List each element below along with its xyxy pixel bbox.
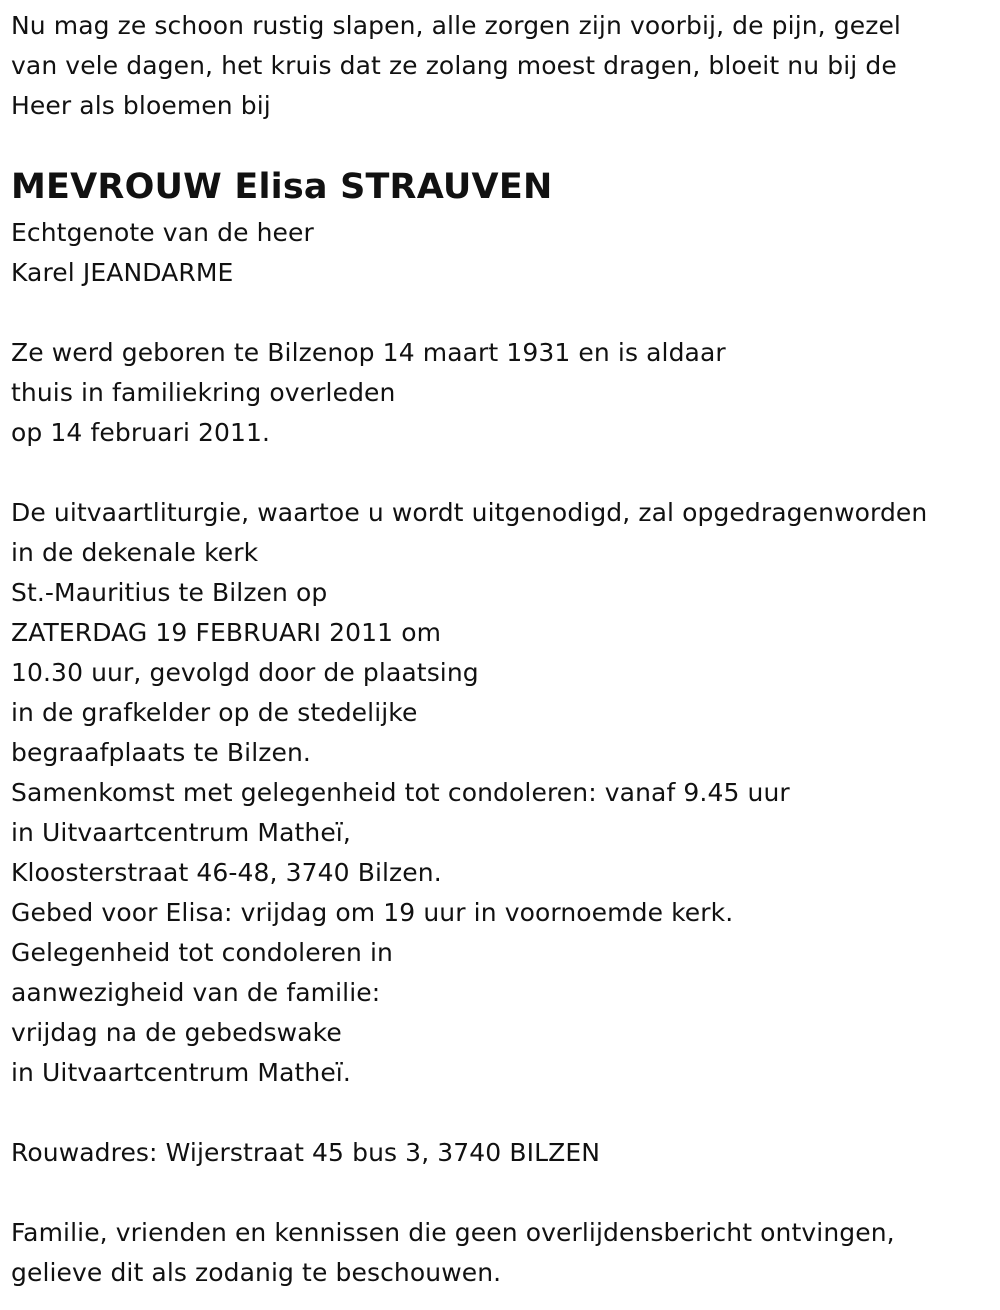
funeral-line: ZATERDAG 19 FEBRUARI 2011 om <box>11 618 442 647</box>
poem-line: Heer als bloemen bij <box>11 91 271 120</box>
funeral-line: Gebed voor Elisa: vrijdag om 19 uur in voornoemde kerk. <box>11 898 734 927</box>
mourning-address: Rouwadres: Wijerstraat 45 bus 3, 3740 BILZEN <box>11 1138 601 1167</box>
poem-verse <box>11 6 971 126</box>
funeral-line: begraafplaats te Bilzen. <box>11 738 311 767</box>
spouse-line: Echtgenote van de heer <box>11 218 314 247</box>
funeral-line: St.-Mauritius te Bilzen op <box>11 578 328 607</box>
spouse-section <box>11 213 991 293</box>
notice-line: Familie, vrienden en kennissen die geen overlijdensbericht ontvingen, <box>11 1218 895 1247</box>
funeral-line: in Uitvaartcentrum Matheï, <box>11 818 351 847</box>
birth-death-line: thuis in familiekring overleden <box>11 378 396 407</box>
funeral-line: in de dekenale kerk <box>11 538 259 567</box>
notice-line: gelieve dit als zodanig te beschouwen. <box>11 1258 502 1287</box>
spouse-line: Karel JEANDARME <box>11 258 234 287</box>
funeral-line: Kloosterstraat 46-48, 3740 Bilzen. <box>11 858 442 887</box>
funeral-line: in Uitvaartcentrum Matheï. <box>11 1058 351 1087</box>
birth-death-section <box>11 333 991 453</box>
funeral-section <box>11 493 991 1093</box>
deceased-name: MEVROUW Elisa STRAUVEN <box>11 167 553 207</box>
birth-death-line: Ze werd geboren te Bilzenop 14 maart 1931 en is aldaar <box>11 338 726 367</box>
funeral-line: De uitvaartliturgie, waartoe u wordt uitgenodigd, zal opgedragenworden <box>11 498 928 527</box>
funeral-line: Gelegenheid tot condoleren in <box>11 938 393 967</box>
birth-death-line: op 14 februari 2011. <box>11 418 271 447</box>
mourning-address-section <box>11 1133 991 1173</box>
funeral-line: vrijdag na de gebedswake <box>11 1018 342 1047</box>
funeral-line: in de grafkelder op de stedelijke <box>11 698 418 727</box>
notice-section <box>11 1213 991 1293</box>
poem-line: van vele dagen, het kruis dat ze zolang moest dragen, bloeit nu bij de <box>11 51 897 80</box>
funeral-line: Samenkomst met gelegenheid tot condoleren: vanaf 9.45 uur <box>11 778 790 807</box>
funeral-line: aanwezigheid van de familie: <box>11 978 381 1007</box>
poem-line: Nu mag ze schoon rustig slapen, alle zorgen zijn voorbij, de pijn, gezel <box>11 11 901 40</box>
funeral-line: 10.30 uur, gevolgd door de plaatsing <box>11 658 479 687</box>
